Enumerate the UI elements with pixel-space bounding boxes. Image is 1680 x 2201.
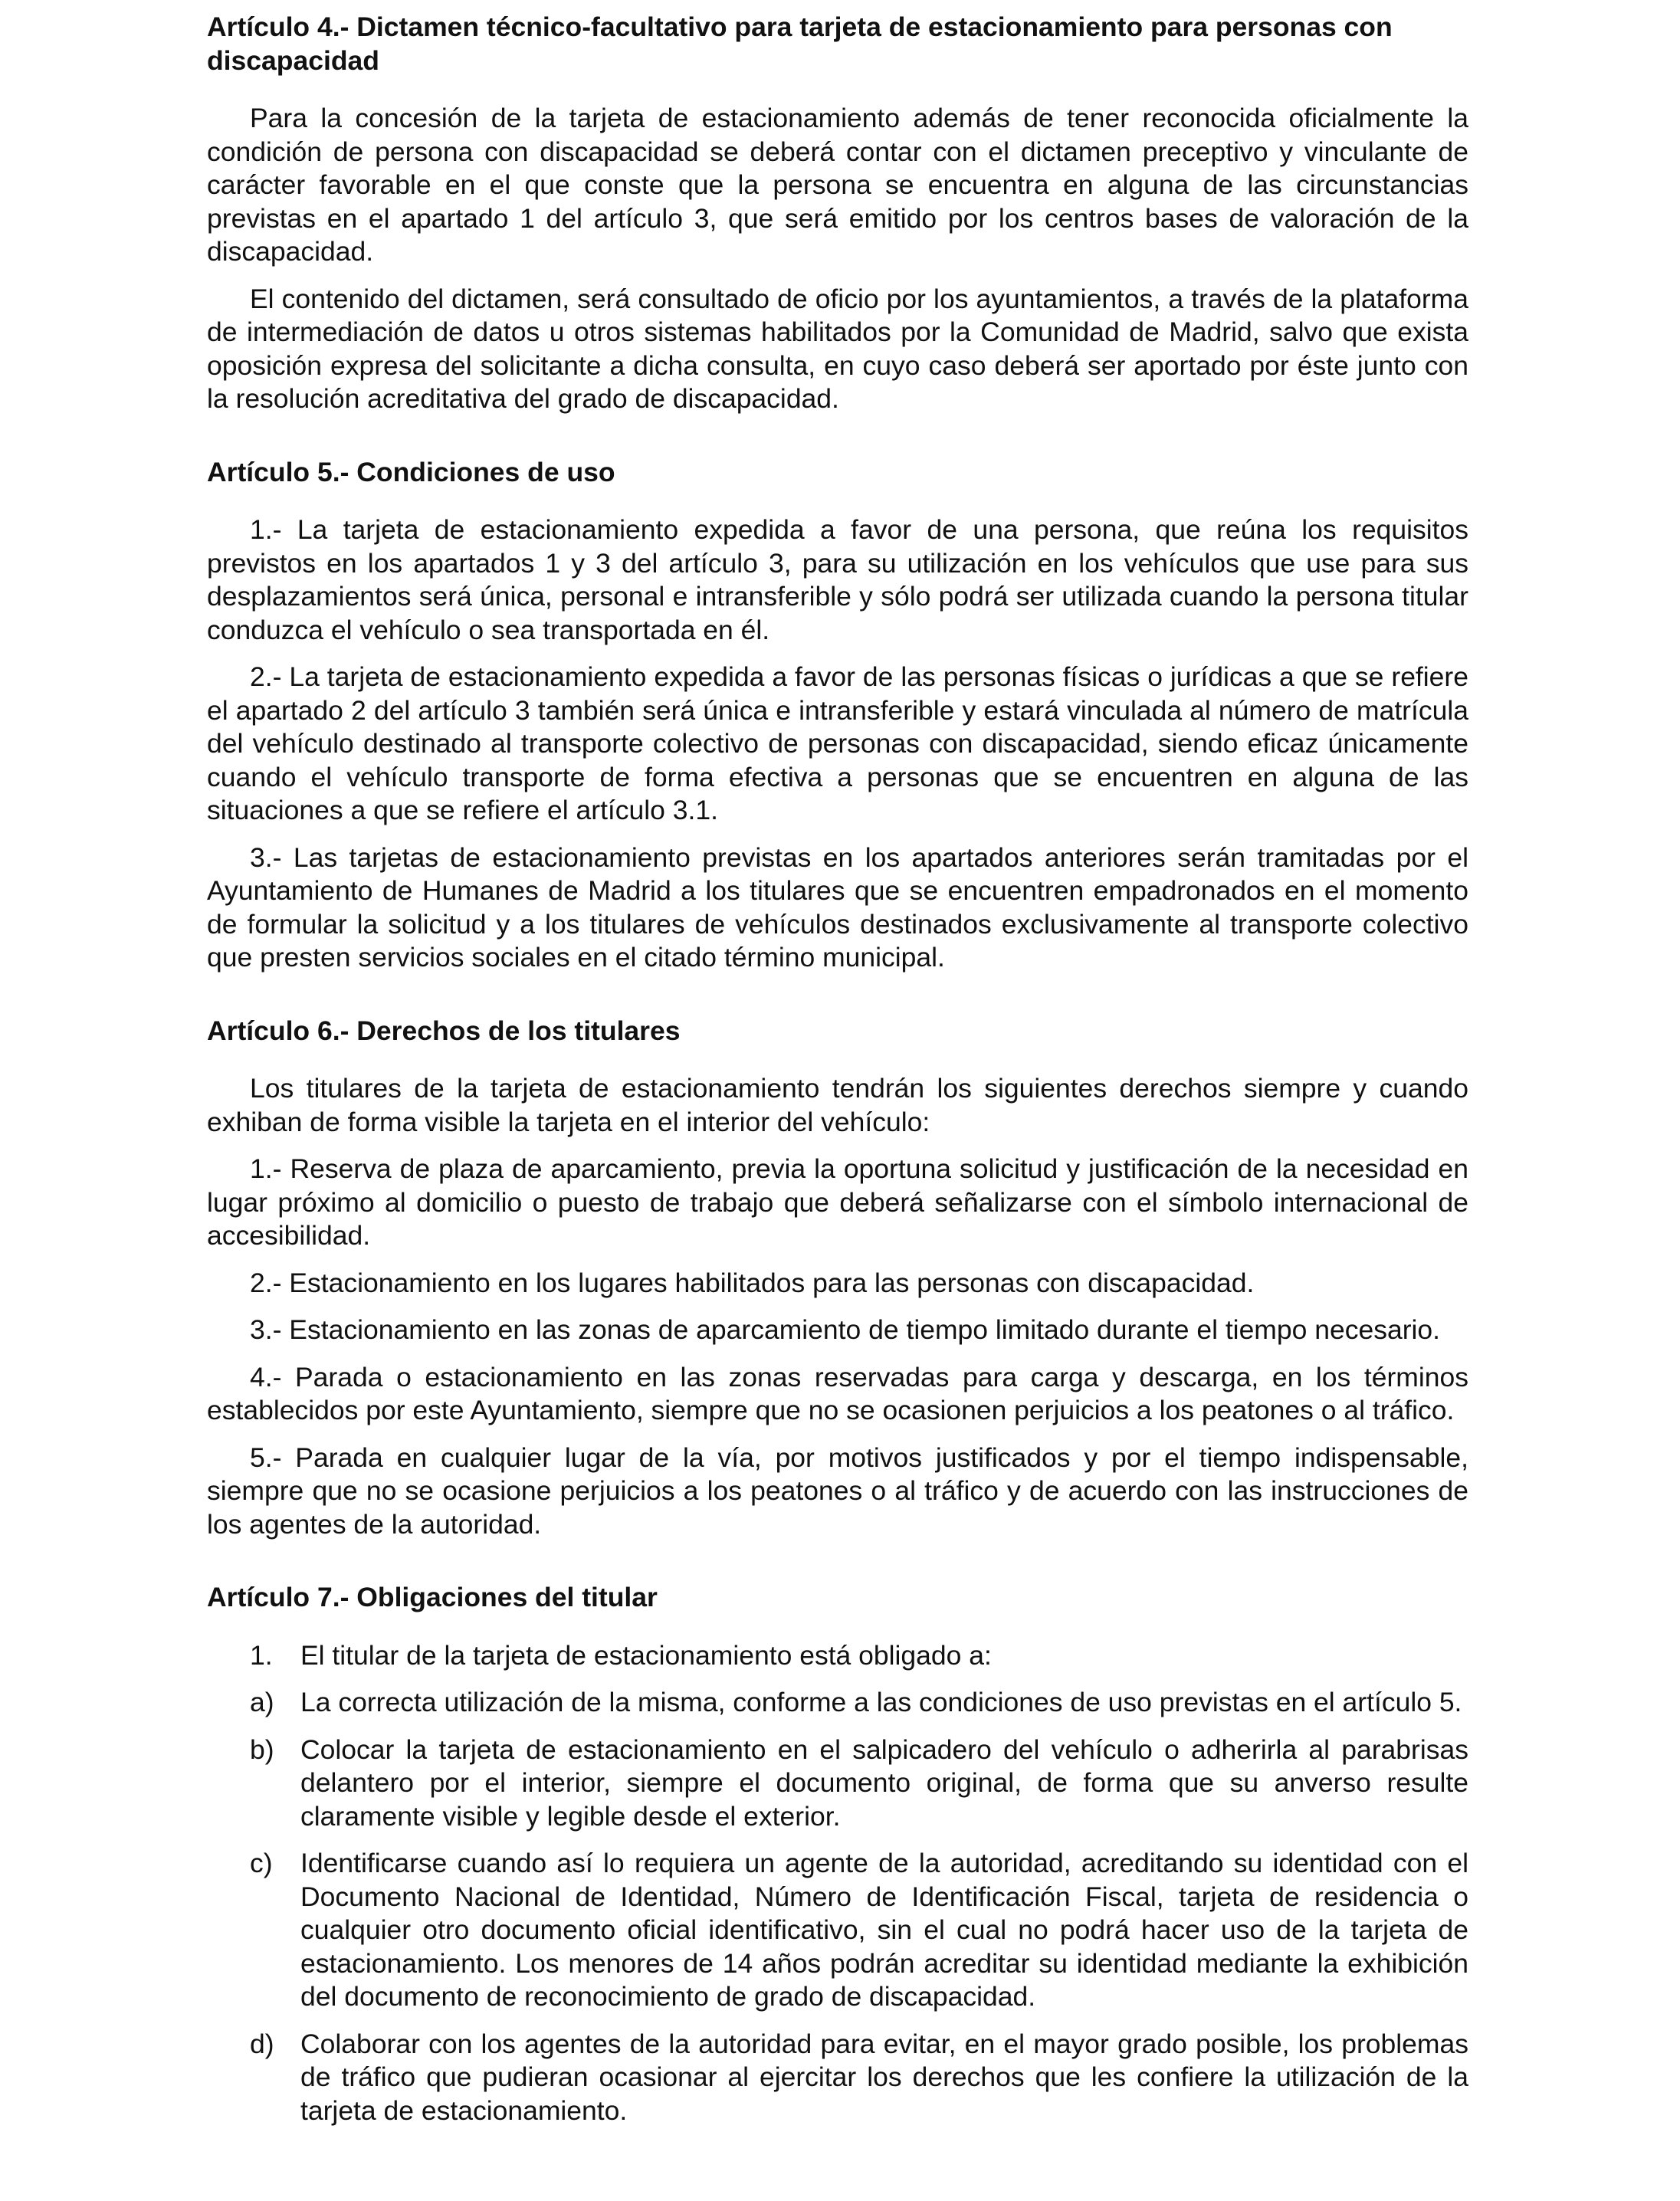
list-item-text: Colaborar con los agentes de la autoridad para evitar, en el mayor grado posible, los problemas de tráfico que pudieran ocasionar al ejercitar los derechos que les confiere la utilización de la tarjeta de estacionamiento. <box>300 2028 1468 2126</box>
list-item-marker: c) <box>250 1848 273 1878</box>
list-item-text: La correcta utilización de la misma, conforme a las condiciones de uso previstas en el artículo 5. <box>300 1687 1462 1717</box>
list-item-text: Colocar la tarjeta de estacionamiento en el salpicadero del vehículo o adherirla al parabrisas delantero por el interior, siempre el documento original, de forma que su anverso resulte claramente visible y legible desde el exterior. <box>300 1734 1468 1832</box>
article-4 <box>207 11 1468 416</box>
list-item <box>207 1686 1468 1720</box>
list-item-marker: d) <box>250 2028 274 2059</box>
article-6-paragraph: 5.- Parada en cualquier lugar de la vía, por motivos justificados y por el tiempo indispensable, siempre que no se ocasione perjuicios a los peatones o al tráfico y de acuerdo con las instrucciones de los agentes de la autoridad. <box>207 1442 1468 1540</box>
article-5-paragraph: 1.- La tarjeta de estacionamiento expedida a favor de una persona, que reúna los requisitos previstos en los apartados 1 y 3 del artículo 3, para su utilización en los vehículos que use para sus desplazamientos será única, personal e intransferible y sólo podrá ser utilizada cuando la persona titular conduzca el vehículo o sea transportada en él. <box>207 514 1468 645</box>
article-5-paragraph: 3.- Las tarjetas de estacionamiento previstas en los apartados anteriores serán tramitadas por el Ayuntamiento de Humanes de Madrid a los titulares que se encuentren empadronados en el momento de formular la solicitud y a los titulares de vehículos destinados exclusivamente al transporte colectivo que presten servicios sociales en el citado término municipal. <box>207 841 1468 973</box>
list-item-marker: b) <box>250 1734 274 1765</box>
list-item <box>207 1734 1468 1834</box>
article-7-title: Artículo 7.- Obligaciones del titular <box>207 1582 658 1612</box>
list-item-text: Identificarse cuando así lo requiera un agente de la autoridad, acreditando su identidad con el Documento Nacional de Identidad, Número de Identificación Fiscal, tarjeta de residencia o cualquier otro documento oficial identificativo, sin el cual no podrá hacer uso de la tarjeta de estacionamiento. Los menores de 14 años podrán acreditar su identidad mediante la exhibición del documento de reconocimiento de grado de discapacidad. <box>300 1848 1468 2012</box>
article-6-paragraph: 4.- Parada o estacionamiento en las zonas reservadas para carga y descarga, en los términos establecidos por este Ayuntamiento, siempre que no se ocasionen perjuicios a los peatones o al tráfico. <box>207 1361 1468 1425</box>
article-6-paragraph: 3.- Estacionamiento en las zonas de aparcamiento de tiempo limitado durante el tiempo necesario. <box>250 1314 1441 1345</box>
article-4-title: Artículo 4.- Dictamen técnico-facultativo para tarjeta de estacionamiento para personas con discapacidad <box>207 11 1393 76</box>
list-item-text: El titular de la tarjeta de estacionamiento está obligado a: <box>300 1639 992 1671</box>
article-5-title: Artículo 5.- Condiciones de uso <box>207 456 615 487</box>
list-item-marker: 1. <box>250 1639 273 1671</box>
article-6-title: Artículo 6.- Derechos de los titulares <box>207 1015 681 1046</box>
article-4-paragraph: Para la concesión de la tarjeta de estacionamiento además de tener reconocida oficialmente la condición de persona con discapacidad se deberá contar con el dictamen preceptivo y vinculante de carácter favorable en el que conste que la persona se encuentra en alguna de las circunstancias previstas en el apartado 1 del artículo 3, que será emitido por los centros bases de valoración de la discapacidad. <box>207 103 1468 267</box>
list-item-marker: a) <box>250 1687 274 1717</box>
list-item <box>207 2028 1468 2128</box>
article-7 <box>207 1581 1468 2127</box>
document-page <box>207 11 1468 2141</box>
list-item <box>207 1639 1468 1673</box>
list-item <box>207 1847 1468 2014</box>
article-6 <box>207 1015 1468 1542</box>
article-6-intro: Los titulares de la tarjeta de estacionamiento tendrán los siguientes derechos siempre y cuando exhiban de forma visible la tarjeta en el interior del vehículo: <box>207 1073 1468 1137</box>
article-6-paragraph: 1.- Reserva de plaza de aparcamiento, previa la oportuna solicitud y justificación de la necesidad en lugar próximo al domicilio o puesto de trabajo que deberá señalizarse con el símbolo internacional de accesibilidad. <box>207 1153 1468 1251</box>
article-5 <box>207 456 1468 975</box>
article-5-paragraph: 2.- La tarjeta de estacionamiento expedida a favor de las personas físicas o jurídicas a que se refiere el apartado 2 del artículo 3 también será única e intransferible y estará vinculada al número de matrícula del vehículo destinado al transporte colectivo de personas con discapacidad, siendo eficaz únicamente cuando el vehículo transporte de forma efectiva a personas que se encuentren en alguna de las situaciones a que se refiere el artículo 3.1. <box>207 661 1468 825</box>
article-6-paragraph: 2.- Estacionamiento en los lugares habilitados para las personas con discapacidad. <box>250 1267 1255 1298</box>
article-4-paragraph: El contenido del dictamen, será consultado de oficio por los ayuntamientos, a través de la plataforma de intermediación de datos u otros sistemas habilitados por la Comunidad de Madrid, salvo que exista oposición expresa del solicitante a dicha consulta, en cuyo caso deberá ser aportado por éste junto con la resolución acreditativa del grado de discapacidad. <box>207 283 1468 414</box>
